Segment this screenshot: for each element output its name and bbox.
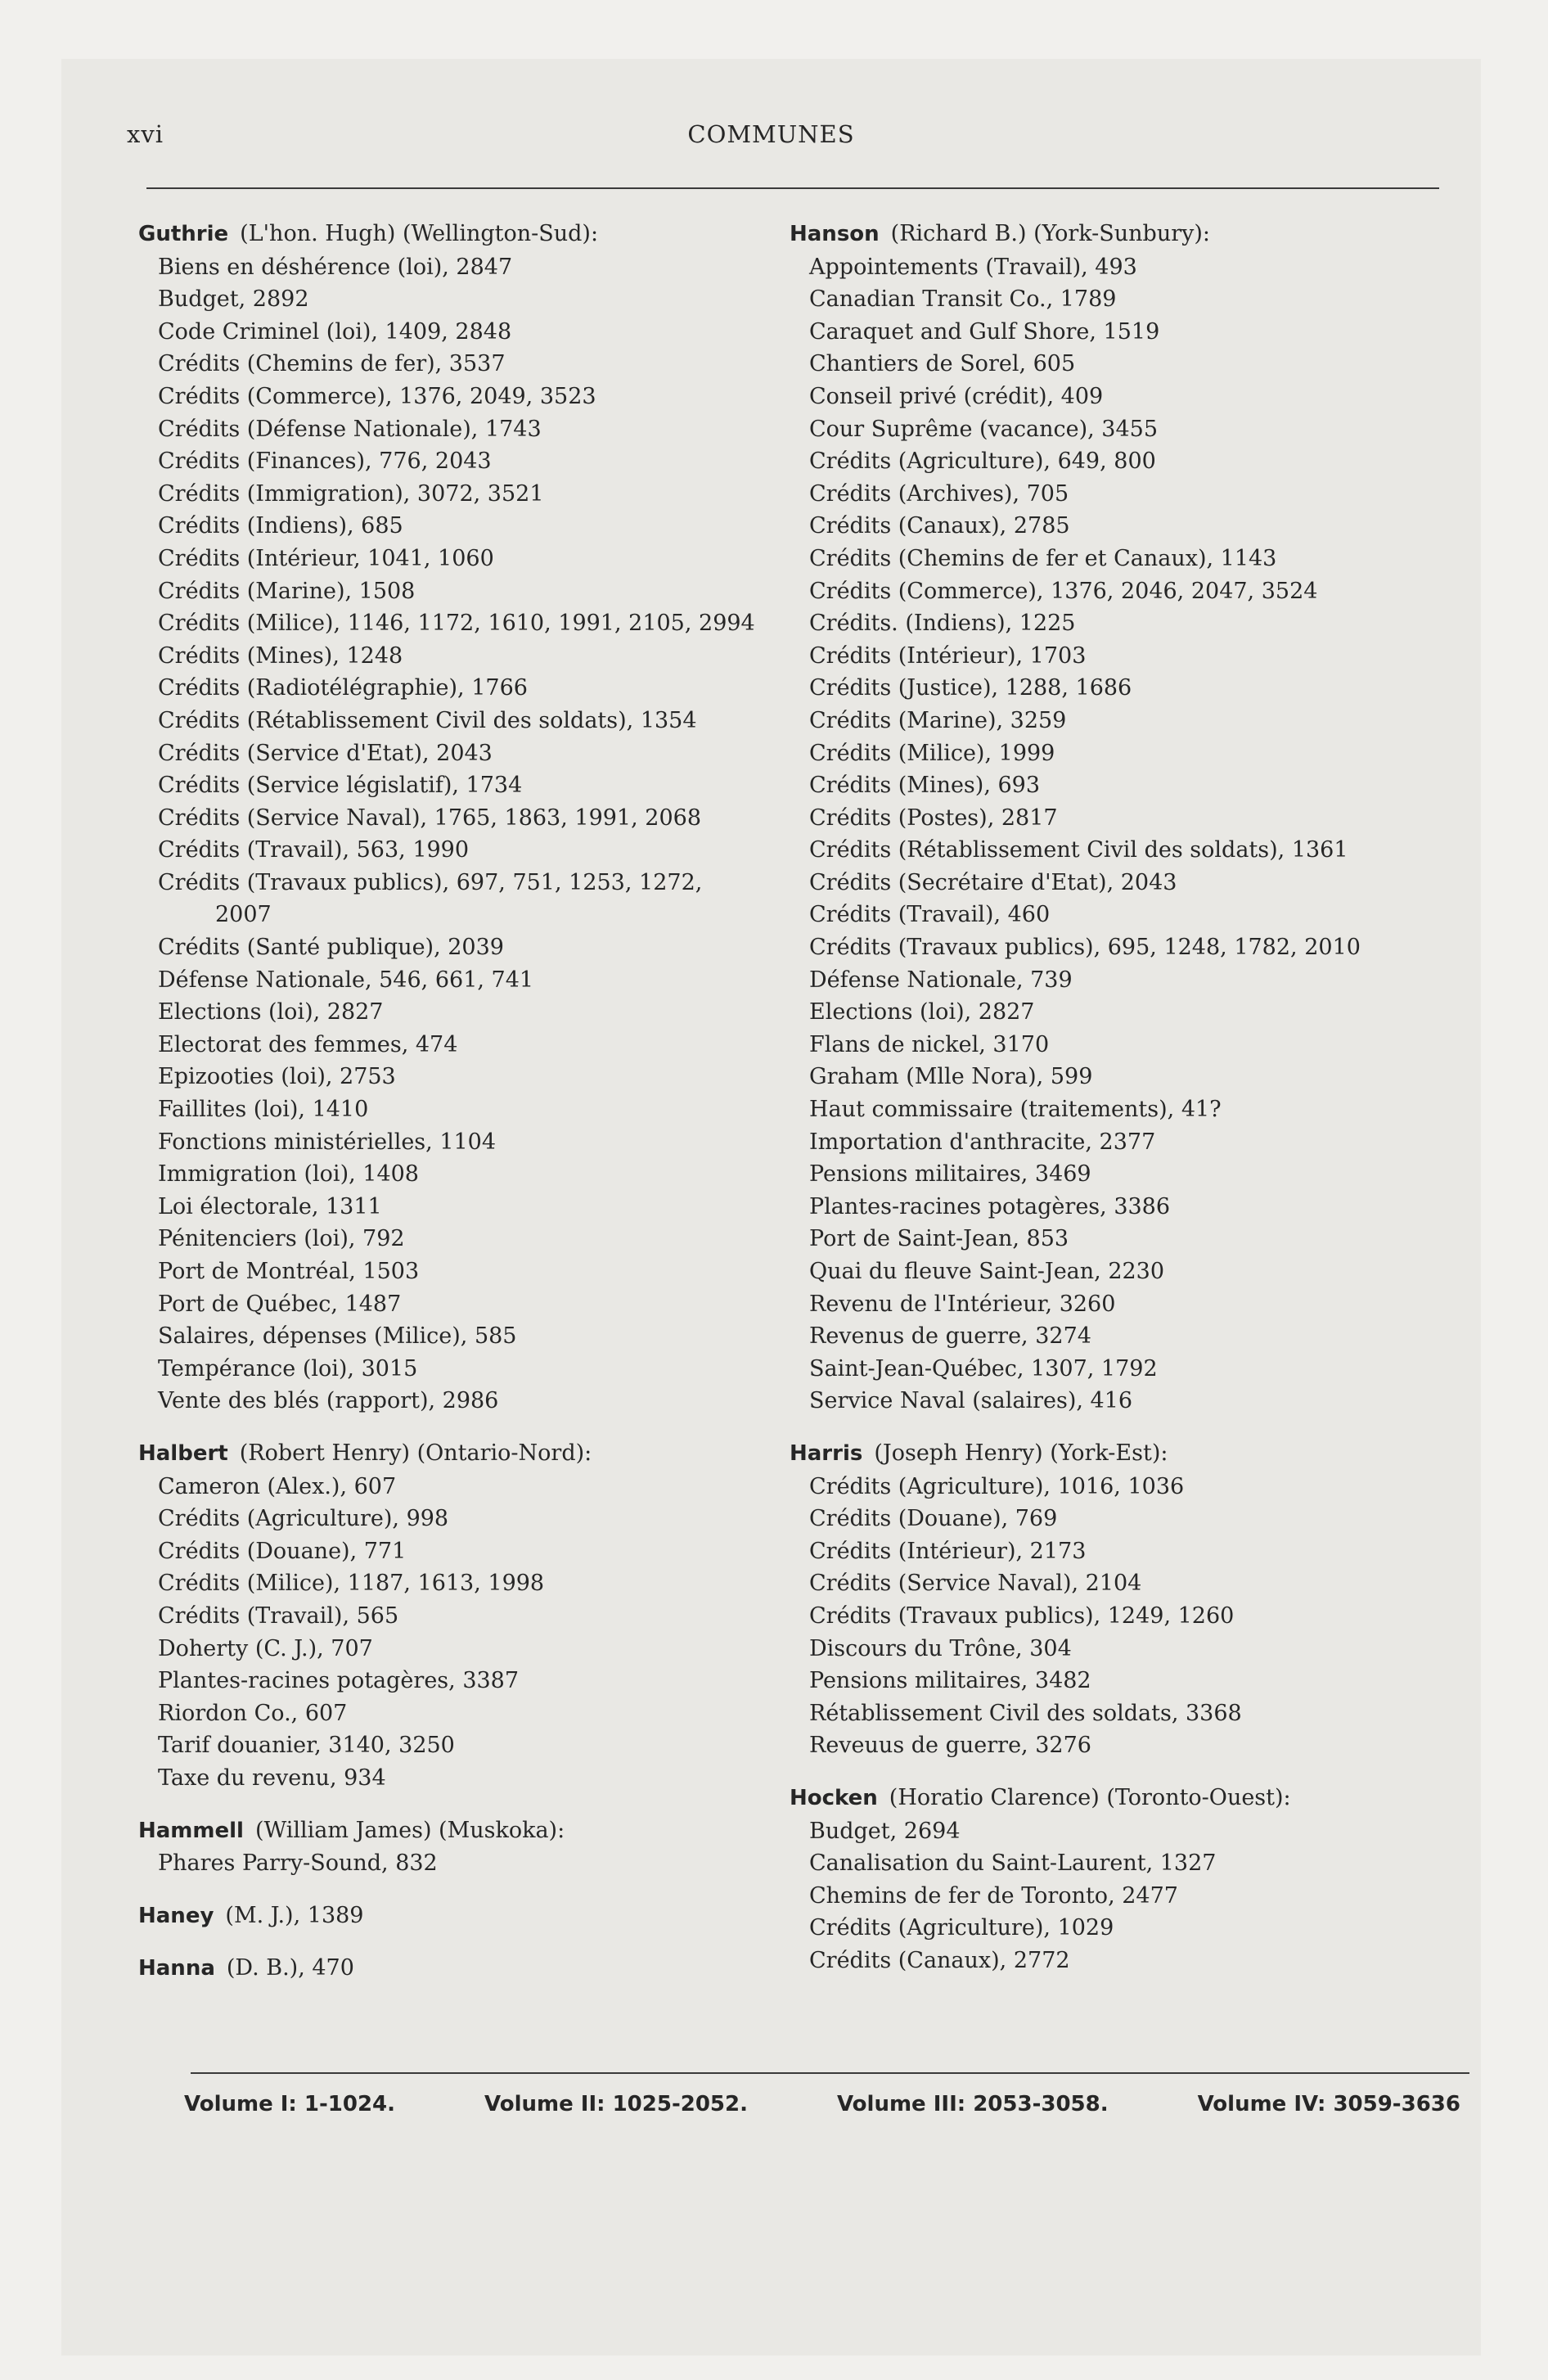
subentry: Crédits (Archives), 705	[809, 480, 1069, 507]
subentry: Haut commissaire (traitements), 41?	[809, 1097, 1222, 1123]
subentry: Cameron (Alex.), 607	[158, 1473, 397, 1499]
member-name: Harris	[790, 1440, 863, 1466]
member-name: Guthrie	[138, 222, 229, 246]
entry-heading	[790, 1437, 1411, 1471]
subentry: Budget, 2694	[809, 1818, 961, 1844]
subentry-list	[138, 251, 760, 1418]
subentry: Crédits (Service d'Etat), 2043	[158, 740, 493, 766]
subentry: Crédits (Intérieur), 1703	[809, 642, 1087, 669]
subentry: Service Naval (salaires), 416	[809, 1388, 1133, 1414]
subentry: Crédits (Finances), 776, 2043	[158, 449, 492, 475]
subentry: Crédits (Commerce), 1376, 2046, 2047, 3524	[809, 578, 1318, 604]
subentry: Crédits (Commerce), 1376, 2049, 3523	[158, 383, 596, 409]
subentry: Crédits (Santé publique), 2039	[158, 935, 504, 961]
member-name: Halbert	[138, 1440, 228, 1466]
subentry: Crédits (Service Naval), 2104	[809, 1571, 1142, 1597]
index-entry	[790, 218, 1411, 1418]
subentry: Elections (loi), 2827	[158, 999, 384, 1025]
subentry: Phares Parry-Sound, 832	[158, 1850, 438, 1877]
subentry-list	[138, 1847, 760, 1880]
subentry: Vente des blés (rapport), 2986	[158, 1388, 499, 1414]
subentry-list	[138, 1471, 760, 1795]
subentry: Reveuus de guerre, 3276	[809, 1733, 1091, 1759]
subentry: Crédits (Mines), 693	[809, 773, 1041, 799]
subentry: Appointements (Travail), 493	[809, 254, 1137, 280]
running-head	[61, 120, 1481, 153]
subentry: Biens en déshérence (loi), 2847	[158, 254, 513, 280]
member-details: (D. B.), 470	[226, 1955, 354, 1981]
volume-range: Volume III: 2053-3058.	[836, 2092, 1109, 2116]
subentry: Flans de nickel, 3170	[809, 1031, 1050, 1057]
member-name: Haney	[138, 1903, 214, 1928]
header-rule	[146, 187, 1439, 189]
subentry: Port de Saint-Jean, 853	[809, 1226, 1069, 1252]
subentry: Rétablissement Civil des soldats, 3368	[809, 1700, 1242, 1726]
subentry: Crédits (Chemins de fer), 3537	[158, 351, 506, 377]
member-details: (Joseph Henry) (York-Est):	[874, 1440, 1168, 1466]
subentry: Crédits (Intérieur, 1041, 1060	[158, 545, 494, 571]
subentry: Crédits (Milice), 1999	[809, 740, 1055, 766]
subentry: Tarif douanier, 3140, 3250	[158, 1733, 455, 1759]
subentry: Plantes-racines potagères, 3387	[158, 1668, 520, 1694]
subentry: Cour Suprême (vacance), 3455	[809, 416, 1159, 442]
volume-range: Volume II: 1025-2052.	[484, 2092, 748, 2116]
index-entry	[138, 1900, 760, 1933]
member-details: (Richard B.) (York-Sunbury):	[890, 221, 1211, 246]
subentry: Chemins de fer de Toronto, 2477	[809, 1882, 1178, 1909]
volume-range: Volume IV: 3059-3636	[1197, 2092, 1460, 2116]
subentry: Crédits (Douane), 769	[809, 1506, 1058, 1532]
subentry: Crédits (Canaux), 2772	[809, 1947, 1070, 1973]
page-number: xvi	[127, 120, 164, 148]
subentry: Elections (loi), 2827	[809, 999, 1035, 1025]
subentry: Pénitenciers (loi), 792	[158, 1226, 405, 1252]
index-column-left	[138, 218, 760, 1986]
subentry: Fonctions ministérielles, 1104	[158, 1129, 497, 1155]
entry-heading	[790, 1782, 1411, 1815]
member-details: (L'hon. Hugh) (Wellington-Sud):	[240, 221, 599, 246]
member-name: Hammell	[138, 1818, 244, 1843]
subentry: Crédits (Immigration), 3072, 3521	[158, 480, 544, 507]
subentry: Crédits (Canaux), 2785	[809, 513, 1070, 539]
index-column-right	[790, 218, 1411, 1977]
entry-heading	[138, 1437, 760, 1471]
subentry: Loi électorale, 1311	[158, 1193, 382, 1219]
subentry: Crédits (Agriculture), 649, 800	[809, 449, 1156, 475]
subentry: Quai du fleuve Saint-Jean, 2230	[809, 1259, 1165, 1284]
subentry: Crédits (Marine), 1508	[158, 578, 416, 604]
subentry: Chantiers de Sorel, 605	[809, 351, 1076, 377]
subentry: Importation d'anthracite, 2377	[809, 1129, 1156, 1155]
subentry: Défense Nationale, 546, 661, 741	[158, 967, 534, 993]
entry-heading	[138, 1900, 760, 1933]
subentry: Crédits (Travaux publics), 695, 1248, 1782, 2010	[809, 935, 1361, 961]
subentry: Saint-Jean-Québec, 1307, 1792	[809, 1355, 1158, 1382]
subentry: Faillites (loi), 1410	[158, 1097, 369, 1123]
subentry: Pensions militaires, 3482	[809, 1668, 1091, 1694]
subentry: Taxe du revenu, 934	[158, 1765, 386, 1791]
section-title: COMMUNES	[687, 120, 855, 148]
subentry: Crédits (Rétablissement Civil des soldats), 1354	[158, 707, 697, 733]
index-page	[61, 59, 1481, 2355]
subentry: Epizooties (loi), 2753	[158, 1064, 396, 1090]
member-details: (William James) (Muskoka):	[254, 1817, 565, 1843]
entry-heading	[138, 1952, 760, 1986]
entry-heading	[790, 218, 1411, 251]
subentry: Revenu de l'Intérieur, 3260	[809, 1291, 1116, 1317]
index-entry	[138, 218, 760, 1418]
subentry: Crédits (Milice), 1146, 1172, 1610, 1991, 2105, 2994	[158, 611, 755, 637]
subentry: Revenus de guerre, 3274	[809, 1323, 1091, 1350]
subentry: Riordon Co., 607	[158, 1700, 348, 1726]
subentry: Canadian Transit Co., 1789	[809, 286, 1117, 313]
subentry: Crédits (Postes), 2817	[809, 805, 1058, 831]
subentry: Code Criminel (loi), 1409, 2848	[158, 318, 512, 345]
subentry: Canalisation du Saint-Laurent, 1327	[809, 1850, 1217, 1877]
member-name: Hocken	[790, 1785, 878, 1810]
index-entry	[138, 1437, 760, 1795]
member-details: (Horatio Clarence) (Toronto-Ouest):	[889, 1784, 1291, 1810]
index-entry	[138, 1952, 760, 1986]
footer-rule	[191, 2072, 1469, 2074]
subentry: Crédits (Agriculture), 1016, 1036	[809, 1473, 1185, 1499]
subentry: Crédits (Agriculture), 1029	[809, 1915, 1114, 1941]
subentry: Tempérance (loi), 3015	[158, 1355, 418, 1382]
subentry: Salaires, dépenses (Milice), 585	[158, 1323, 517, 1350]
subentry: Crédits (Douane), 771	[158, 1538, 407, 1564]
subentry: Discours du Trône, 304	[809, 1635, 1072, 1661]
subentry: Crédits (Agriculture), 998	[158, 1506, 449, 1532]
subentry-list	[790, 1471, 1411, 1762]
subentry: Crédits (Service Naval), 1765, 1863, 1991, 2068	[158, 805, 701, 831]
subentry: Crédits (Travail), 563, 1990	[158, 837, 470, 863]
subentry: Crédits (Justice), 1288, 1686	[809, 675, 1132, 701]
subentry: Electorat des femmes, 474	[158, 1031, 458, 1057]
subentry: Conseil privé (crédit), 409	[809, 383, 1104, 409]
subentry: Crédits (Indiens), 685	[158, 513, 403, 539]
entry-heading	[138, 218, 760, 251]
subentry: Crédits (Radiotélégraphie), 1766	[158, 675, 528, 701]
subentry: Défense Nationale, 739	[809, 967, 1073, 993]
subentry: Crédits (Intérieur), 2173	[809, 1538, 1087, 1564]
member-name: Hanna	[138, 1956, 215, 1981]
subentry: Crédits (Travaux publics), 1249, 1260	[809, 1602, 1235, 1629]
subentry: Crédits (Chemins de fer et Canaux), 1143	[809, 545, 1277, 571]
subentry: Graham (Mlle Nora), 599	[809, 1064, 1093, 1090]
subentry: Immigration (loi), 1408	[158, 1161, 419, 1188]
subentry: Crédits (Mines), 1248	[158, 642, 403, 669]
subentry-list	[790, 251, 1411, 1418]
subentry: Crédits (Service législatif), 1734	[158, 773, 523, 799]
subentry: Pensions militaires, 3469	[809, 1161, 1091, 1188]
subentry-list	[790, 1815, 1411, 1977]
subentry: Crédits (Milice), 1187, 1613, 1998	[158, 1571, 545, 1597]
subentry: Crédits (Rétablissement Civil des soldats), 1361	[809, 837, 1348, 863]
volume-footer	[184, 2092, 1460, 2116]
index-entry	[138, 1814, 760, 1880]
volume-range: Volume I: 1-1024.	[184, 2092, 396, 2116]
index-entry	[790, 1782, 1411, 1977]
subentry: Port de Québec, 1487	[158, 1291, 402, 1317]
entry-heading	[138, 1814, 760, 1848]
subentry: Crédits (Défense Nationale), 1743	[158, 416, 542, 442]
member-name: Hanson	[790, 222, 880, 246]
subentry: Crédits (Secrétaire d'Etat), 2043	[809, 869, 1177, 895]
subentry: Plantes-racines potagères, 3386	[809, 1193, 1171, 1219]
subentry: Doherty (C. J.), 707	[158, 1635, 373, 1661]
subentry: Crédits (Travaux publics), 697, 751, 1253, 1272, 2007	[158, 869, 703, 928]
subentry: Crédits (Travail), 565	[158, 1602, 399, 1629]
subentry: Port de Montréal, 1503	[158, 1259, 420, 1284]
subentry: Budget, 2892	[158, 286, 309, 313]
subentry: Crédits (Travail), 460	[809, 902, 1051, 928]
member-details: (M. J.), 1389	[225, 1902, 364, 1928]
subentry: Crédits (Marine), 3259	[809, 707, 1067, 733]
subentry: Caraquet and Gulf Shore, 1519	[809, 318, 1160, 345]
subentry: Crédits. (Indiens), 1225	[809, 611, 1076, 637]
member-details: (Robert Henry) (Ontario-Nord):	[239, 1440, 592, 1466]
index-entry	[790, 1437, 1411, 1762]
